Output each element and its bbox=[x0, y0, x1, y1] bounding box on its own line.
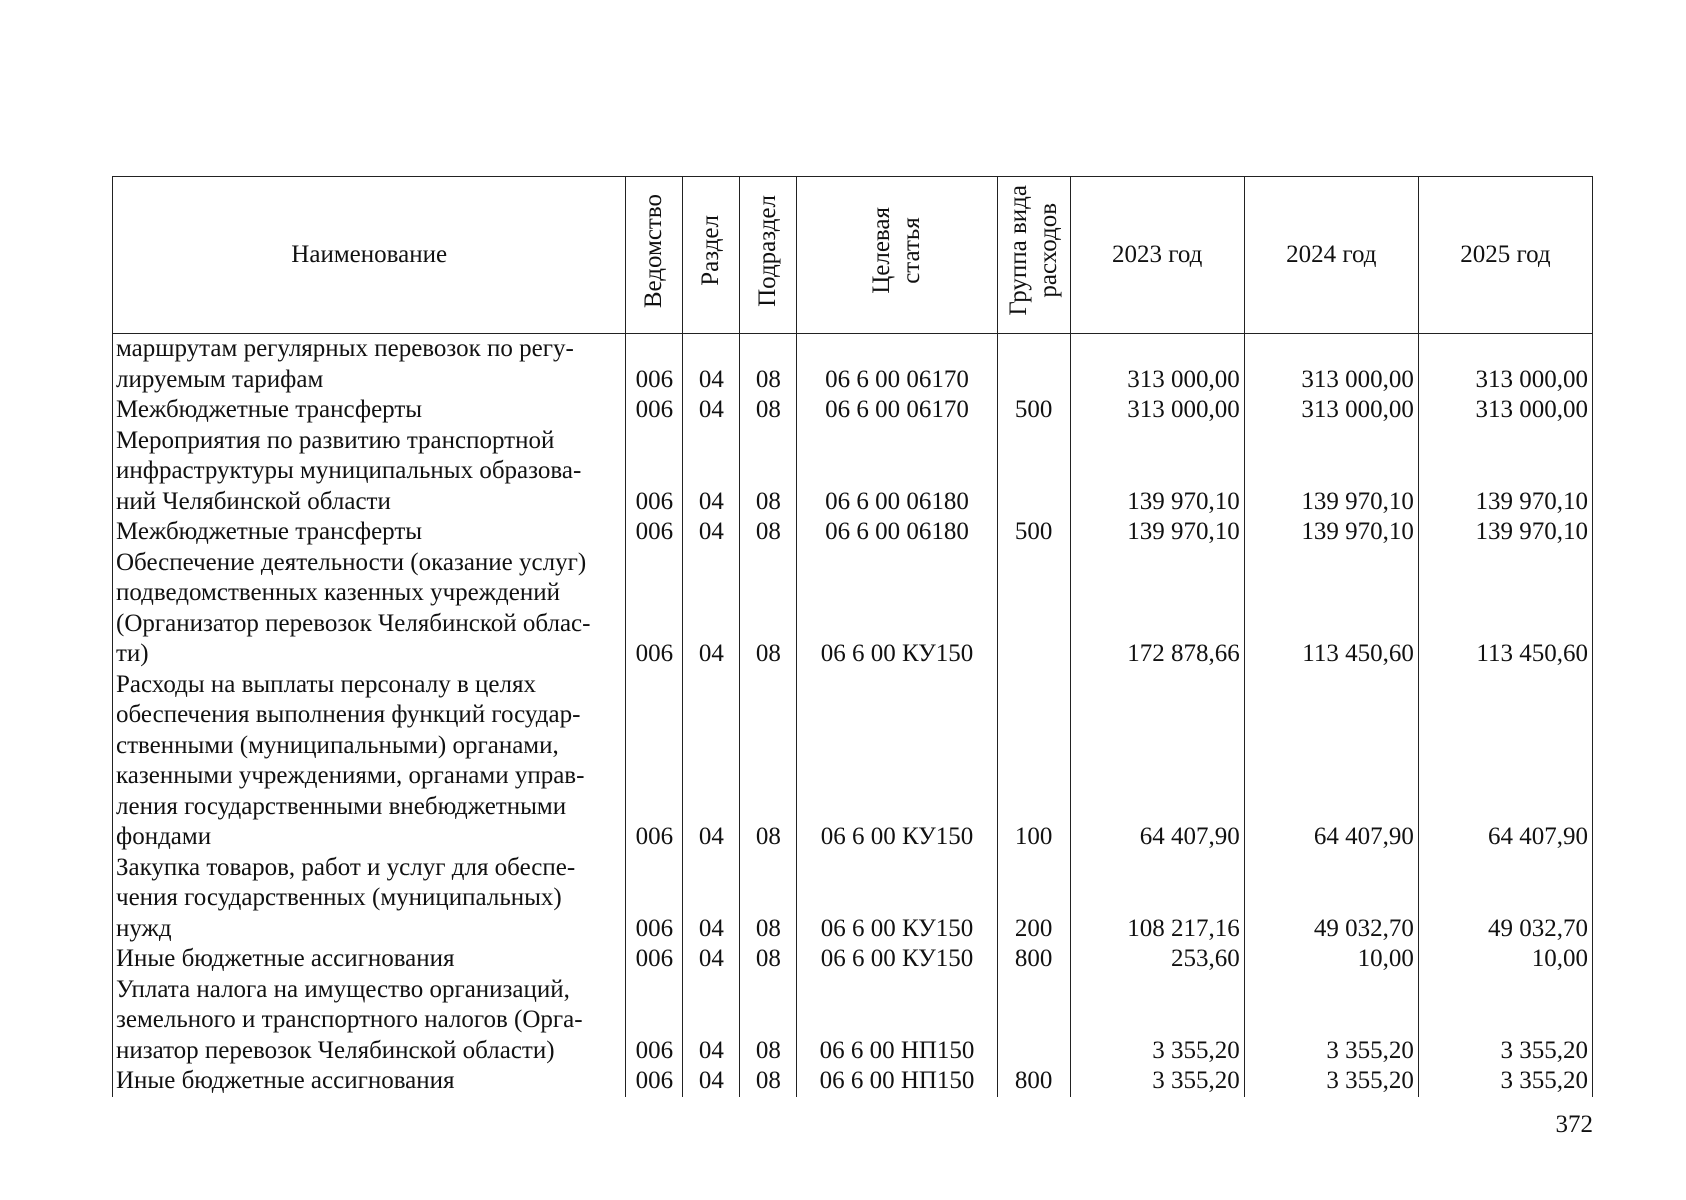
name-line: ти) bbox=[116, 640, 149, 667]
cell-name bbox=[113, 517, 626, 548]
cell-target: 06 6 00 06180 bbox=[797, 426, 997, 518]
cell-2025: 139 970,10 bbox=[1418, 426, 1592, 518]
name-line: Мероприятия по развитию транспортной bbox=[116, 426, 555, 454]
name-line: чения государственных (муниципальных) bbox=[116, 884, 562, 911]
cell-2024: 139 970,10 bbox=[1244, 517, 1418, 548]
cell-name bbox=[113, 853, 626, 945]
budget-table bbox=[112, 176, 1593, 1097]
header-row bbox=[113, 177, 1593, 334]
cell-group: 500 bbox=[997, 395, 1070, 426]
cell-target: 06 6 00 КУ150 bbox=[797, 944, 997, 975]
cell-dept: 006 bbox=[626, 395, 683, 426]
header-section bbox=[683, 177, 740, 334]
table-row bbox=[113, 426, 1593, 518]
cell-section: 04 bbox=[683, 853, 740, 945]
cell-2024: 3 355,20 bbox=[1244, 975, 1418, 1067]
header-group-line2: расходов bbox=[1034, 203, 1062, 299]
name-line: маршрутам регулярных перевозок по регу- bbox=[116, 335, 574, 362]
cell-subsection: 08 bbox=[740, 670, 797, 853]
cell-2025: 313 000,00 bbox=[1418, 395, 1592, 426]
cell-section: 04 bbox=[683, 1066, 740, 1097]
table-row bbox=[113, 548, 1593, 670]
header-name: Наименование bbox=[113, 177, 626, 334]
cell-2023: 3 355,20 bbox=[1070, 1066, 1244, 1097]
cell-target: 06 6 00 06170 bbox=[797, 334, 997, 396]
cell-subsection: 08 bbox=[740, 853, 797, 945]
header-2024: 2024 год bbox=[1244, 177, 1418, 334]
header-target-label bbox=[867, 207, 927, 294]
table-body bbox=[113, 334, 1593, 1097]
name-line: Иные бюджетные ассигнования bbox=[116, 1067, 455, 1094]
name-line: нужд bbox=[116, 914, 172, 942]
cell-group bbox=[997, 426, 1070, 518]
cell-2024: 313 000,00 bbox=[1244, 334, 1418, 396]
cell-group: 800 bbox=[997, 944, 1070, 975]
name-line: ственными (муниципальными) органами, bbox=[116, 731, 559, 759]
name-line: земельного и транспортного налогов (Орга- bbox=[116, 1006, 583, 1033]
cell-subsection: 08 bbox=[740, 395, 797, 426]
name-line: казенными учреждениями, органами управ- bbox=[116, 762, 585, 789]
page-number: 372 bbox=[1555, 1111, 1593, 1138]
cell-section: 04 bbox=[683, 670, 740, 853]
cell-2024: 113 450,60 bbox=[1244, 548, 1418, 670]
cell-2025: 49 032,70 bbox=[1418, 853, 1592, 945]
cell-target: 06 6 00 КУ150 bbox=[797, 670, 997, 853]
name-line: низатор перевозок Челябинской области) bbox=[116, 1036, 555, 1064]
cell-2023: 139 970,10 bbox=[1070, 426, 1244, 518]
cell-section: 04 bbox=[683, 426, 740, 518]
name-line: инфраструктуры муниципальных образова- bbox=[116, 457, 582, 484]
cell-2023: 64 407,90 bbox=[1070, 670, 1244, 853]
cell-group: 500 bbox=[997, 517, 1070, 548]
cell-2025: 113 450,60 bbox=[1418, 548, 1592, 670]
cell-2023: 3 355,20 bbox=[1070, 975, 1244, 1067]
header-target bbox=[797, 177, 997, 334]
cell-name bbox=[113, 548, 626, 670]
cell-dept: 006 bbox=[626, 853, 683, 945]
cell-target: 06 6 00 КУ150 bbox=[797, 548, 997, 670]
cell-2025: 139 970,10 bbox=[1418, 517, 1592, 548]
name-line: лируемым тарифам bbox=[116, 365, 324, 393]
name-line: фондами bbox=[116, 823, 212, 850]
name-line: Уплата налога на имущество организаций, bbox=[116, 975, 570, 1003]
name-line: Межбюджетные трансферты bbox=[116, 518, 423, 545]
cell-dept: 006 bbox=[626, 548, 683, 670]
cell-subsection: 08 bbox=[740, 975, 797, 1067]
cell-name bbox=[113, 334, 626, 396]
header-target-line1: Целевая bbox=[868, 207, 895, 295]
cell-dept: 006 bbox=[626, 517, 683, 548]
cell-section: 04 bbox=[683, 395, 740, 426]
cell-subsection: 08 bbox=[740, 426, 797, 518]
table-header bbox=[113, 177, 1593, 334]
cell-2024: 49 032,70 bbox=[1244, 853, 1418, 945]
cell-subsection: 08 bbox=[740, 334, 797, 396]
cell-section: 04 bbox=[683, 975, 740, 1067]
header-subsection-label: Подраздел bbox=[754, 194, 782, 307]
cell-2025: 313 000,00 bbox=[1418, 334, 1592, 396]
cell-dept: 006 bbox=[626, 334, 683, 396]
header-dept bbox=[626, 177, 683, 334]
cell-2025: 10,00 bbox=[1418, 944, 1592, 975]
cell-section: 04 bbox=[683, 548, 740, 670]
cell-2025: 3 355,20 bbox=[1418, 1066, 1592, 1097]
table-row bbox=[113, 944, 1593, 975]
cell-dept: 006 bbox=[626, 426, 683, 518]
table-row bbox=[113, 517, 1593, 548]
name-line: ления государственными внебюджетными bbox=[116, 792, 567, 820]
header-2025: 2025 год bbox=[1418, 177, 1592, 334]
cell-subsection: 08 bbox=[740, 944, 797, 975]
table-row bbox=[113, 670, 1593, 853]
cell-dept: 006 bbox=[626, 1066, 683, 1097]
cell-target: 06 6 00 КУ150 bbox=[797, 853, 997, 945]
cell-target: 06 6 00 06170 bbox=[797, 395, 997, 426]
cell-2023: 313 000,00 bbox=[1070, 395, 1244, 426]
cell-name bbox=[113, 975, 626, 1067]
cell-dept: 006 bbox=[626, 975, 683, 1067]
cell-subsection: 08 bbox=[740, 1066, 797, 1097]
cell-target: 06 6 00 06180 bbox=[797, 517, 997, 548]
cell-2023: 139 970,10 bbox=[1070, 517, 1244, 548]
cell-2023: 172 878,66 bbox=[1070, 548, 1244, 670]
cell-2023: 313 000,00 bbox=[1070, 334, 1244, 396]
name-line: Закупка товаров, работ и услуг для обеспе- bbox=[116, 853, 576, 881]
cell-name bbox=[113, 944, 626, 975]
header-section-label: Раздел bbox=[697, 215, 725, 287]
cell-subsection: 08 bbox=[740, 517, 797, 548]
cell-name bbox=[113, 395, 626, 426]
cell-group: 200 bbox=[997, 853, 1070, 945]
cell-2024: 10,00 bbox=[1244, 944, 1418, 975]
cell-name bbox=[113, 426, 626, 518]
cell-2024: 139 970,10 bbox=[1244, 426, 1418, 518]
cell-group bbox=[997, 975, 1070, 1067]
name-line: подведомственных казенных учреждений bbox=[116, 579, 560, 606]
cell-section: 04 bbox=[683, 944, 740, 975]
table-row bbox=[113, 1066, 1593, 1097]
cell-group bbox=[997, 334, 1070, 396]
cell-2023: 108 217,16 bbox=[1070, 853, 1244, 945]
header-group-label bbox=[1004, 185, 1064, 316]
cell-group: 100 bbox=[997, 670, 1070, 853]
cell-group bbox=[997, 548, 1070, 670]
table-row bbox=[113, 395, 1593, 426]
header-target-line2: статья bbox=[898, 217, 925, 285]
cell-2024: 64 407,90 bbox=[1244, 670, 1418, 853]
cell-2024: 3 355,20 bbox=[1244, 1066, 1418, 1097]
table-row bbox=[113, 853, 1593, 945]
cell-dept: 006 bbox=[626, 670, 683, 853]
header-group-line1: Группа вида bbox=[1004, 185, 1032, 317]
cell-2025: 64 407,90 bbox=[1418, 670, 1592, 853]
name-line: Обеспечение деятельности (оказание услуг) bbox=[116, 548, 587, 576]
header-group bbox=[997, 177, 1070, 334]
header-subsection bbox=[740, 177, 797, 334]
name-line: Расходы на выплаты персоналу в целях bbox=[116, 670, 536, 698]
cell-name bbox=[113, 670, 626, 853]
cell-name bbox=[113, 1066, 626, 1097]
header-dept-label: Ведомство bbox=[640, 193, 668, 308]
cell-target: 06 6 00 НП150 bbox=[797, 975, 997, 1067]
name-line: Межбюджетные трансферты bbox=[116, 396, 423, 423]
cell-dept: 006 bbox=[626, 944, 683, 975]
cell-section: 04 bbox=[683, 334, 740, 396]
header-2023: 2023 год bbox=[1070, 177, 1244, 334]
cell-2023: 253,60 bbox=[1070, 944, 1244, 975]
cell-2025: 3 355,20 bbox=[1418, 975, 1592, 1067]
table-row bbox=[113, 334, 1593, 396]
cell-section: 04 bbox=[683, 517, 740, 548]
cell-subsection: 08 bbox=[740, 548, 797, 670]
name-line: (Организатор перевозок Челябинской облас- bbox=[116, 609, 591, 637]
name-line: Иные бюджетные ассигнования bbox=[116, 945, 455, 972]
cell-group: 800 bbox=[997, 1066, 1070, 1097]
table-row bbox=[113, 975, 1593, 1067]
cell-target: 06 6 00 НП150 bbox=[797, 1066, 997, 1097]
name-line: ний Челябинской области bbox=[116, 487, 391, 515]
name-line: обеспечения выполнения функций государ- bbox=[116, 701, 581, 728]
cell-2024: 313 000,00 bbox=[1244, 395, 1418, 426]
